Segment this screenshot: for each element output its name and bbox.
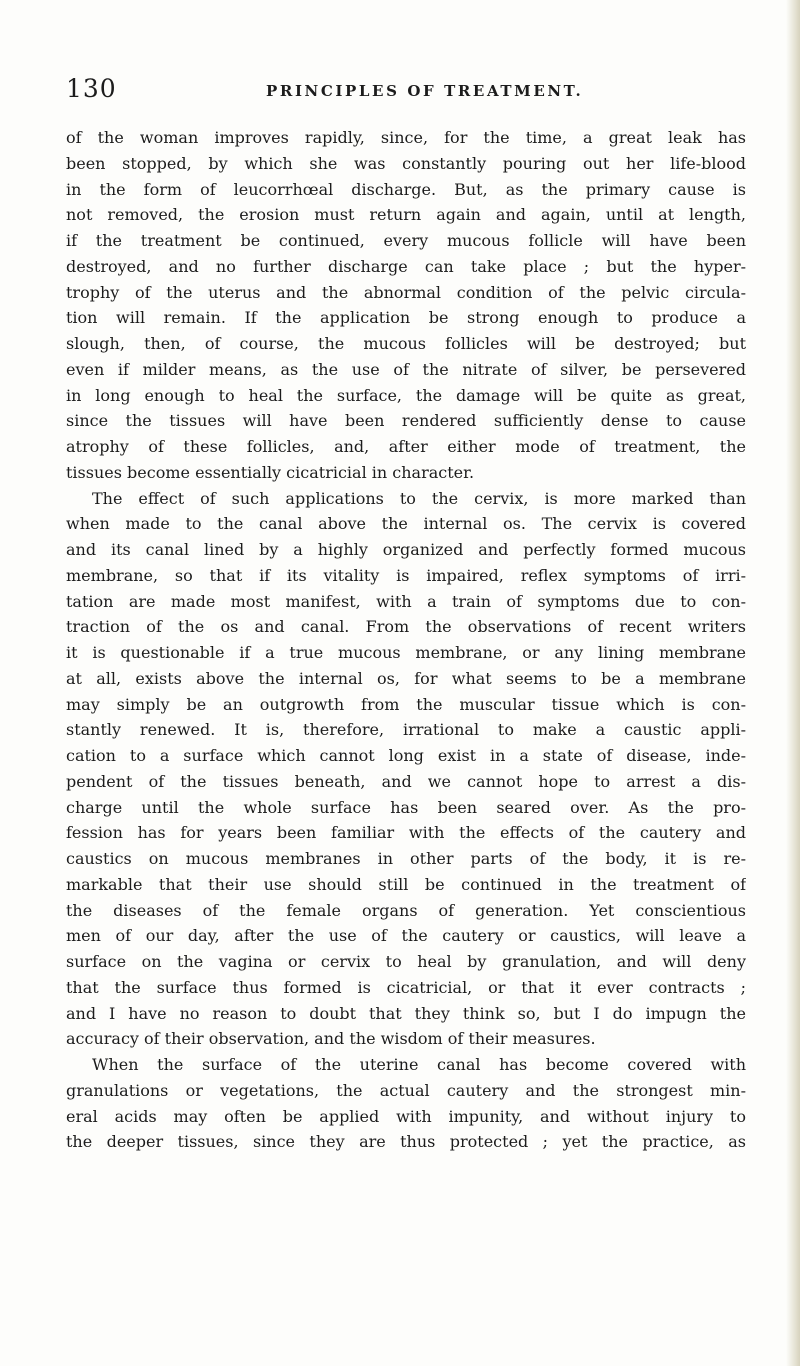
text-line: of the woman improves rapidly, since, for the time, a great leak has <box>66 128 746 147</box>
text-line: eral acids may often be applied with impunity, and without injury to <box>66 1106 746 1126</box>
text-line: been stopped, by which she was constantly pouring out her life-blood <box>66 153 746 173</box>
page-header <box>66 72 746 106</box>
text-line: the deeper tissues, since they are thus protected ; yet the practice, as <box>66 1132 746 1152</box>
text-line: that the surface thus formed is cicatricial, or that it ever contracts ; <box>66 977 746 997</box>
text-line: in long enough to heal the surface, the damage will be quite as great, <box>66 385 746 405</box>
page-number: 130 <box>66 74 117 103</box>
text-line: may simply be an outgrowth from the muscular tissue which is con- <box>66 694 746 714</box>
text-line: granulations or vegetations, the actual cautery and the strongest min- <box>66 1080 746 1100</box>
text-line: not removed, the erosion must return again and again, until at length, <box>66 205 746 225</box>
text-line: in the form of leucorrhœal discharge. But, as the primary cause is <box>66 179 746 199</box>
running-head: PRINCIPLES OF TREATMENT. <box>266 82 584 100</box>
text-line: surface on the vagina or cervix to heal by granulation, and will deny <box>66 952 746 971</box>
text-line: caustics on mucous membranes in other parts of the body, it is re- <box>66 849 746 868</box>
text-line: markable that their use should still be continued in the treatment of <box>66 874 746 894</box>
page-edge-shadow <box>786 0 800 1366</box>
text-line: traction of the os and canal. From the observations of recent writers <box>66 617 746 637</box>
text-line: pendent of the tissues beneath, and we cannot hope to arrest a dis- <box>66 771 746 791</box>
text-line: destroyed, and no further discharge can take place ; but the hyper- <box>66 256 746 276</box>
text-line: trophy of the uterus and the abnormal condition of the pelvic circula- <box>66 282 746 302</box>
paragraph-first-line: When the surface of the uterine canal has become covered with <box>92 1055 746 1074</box>
text-line: since the tissues will have been rendered sufficiently dense to cause <box>66 411 746 431</box>
text-line: and its canal lined by a highly organized and perfectly formed mucous <box>66 540 746 559</box>
text-line: charge until the whole surface has been seared over. As the pro- <box>66 797 746 817</box>
text-line: membrane, so that if its vitality is impaired, reflex symptoms of irri- <box>66 565 746 585</box>
body-text <box>66 125 746 1155</box>
text-line: tion will remain. If the application be strong enough to produce a <box>66 308 746 328</box>
paragraph-first-line: The effect of such applications to the cervix, is more marked than <box>92 488 746 508</box>
paragraph-last-line: tissues become essentially cicatricial in character. <box>66 462 475 482</box>
paragraph-last-line: accuracy of their observation, and the wisdom of their measures. <box>66 1029 596 1049</box>
text-line: men of our day, after the use of the cautery or caustics, will leave a <box>66 926 746 946</box>
text-line: tation are made most manifest, with a train of symptoms due to con- <box>66 591 746 611</box>
text-line: at all, exists above the internal os, for what seems to be a membrane <box>66 668 746 688</box>
text-line: fession has for years been familiar with the effects of the cautery and <box>66 823 746 843</box>
text-line: even if milder means, as the use of the nitrate of silver, be persevered <box>66 359 746 379</box>
text-line: atrophy of these follicles, and, after either mode of treatment, the <box>66 437 746 456</box>
text-line: it is questionable if a true mucous membrane, or any lining membrane <box>66 643 746 662</box>
text-line: the diseases of the female organs of generation. Yet conscientious <box>66 900 746 920</box>
text-line: and I have no reason to doubt that they think so, but I do impugn the <box>66 1003 746 1023</box>
text-line: stantly renewed. It is, therefore, irrational to make a caustic appli- <box>66 720 746 740</box>
text-line: slough, then, of course, the mucous follicles will be destroyed; but <box>66 334 746 353</box>
text-line: cation to a surface which cannot long exist in a state of disease, inde- <box>66 746 746 765</box>
text-line: if the treatment be continued, every mucous follicle will have been <box>66 231 746 250</box>
text-line: when made to the canal above the internal os. The cervix is covered <box>66 514 746 534</box>
